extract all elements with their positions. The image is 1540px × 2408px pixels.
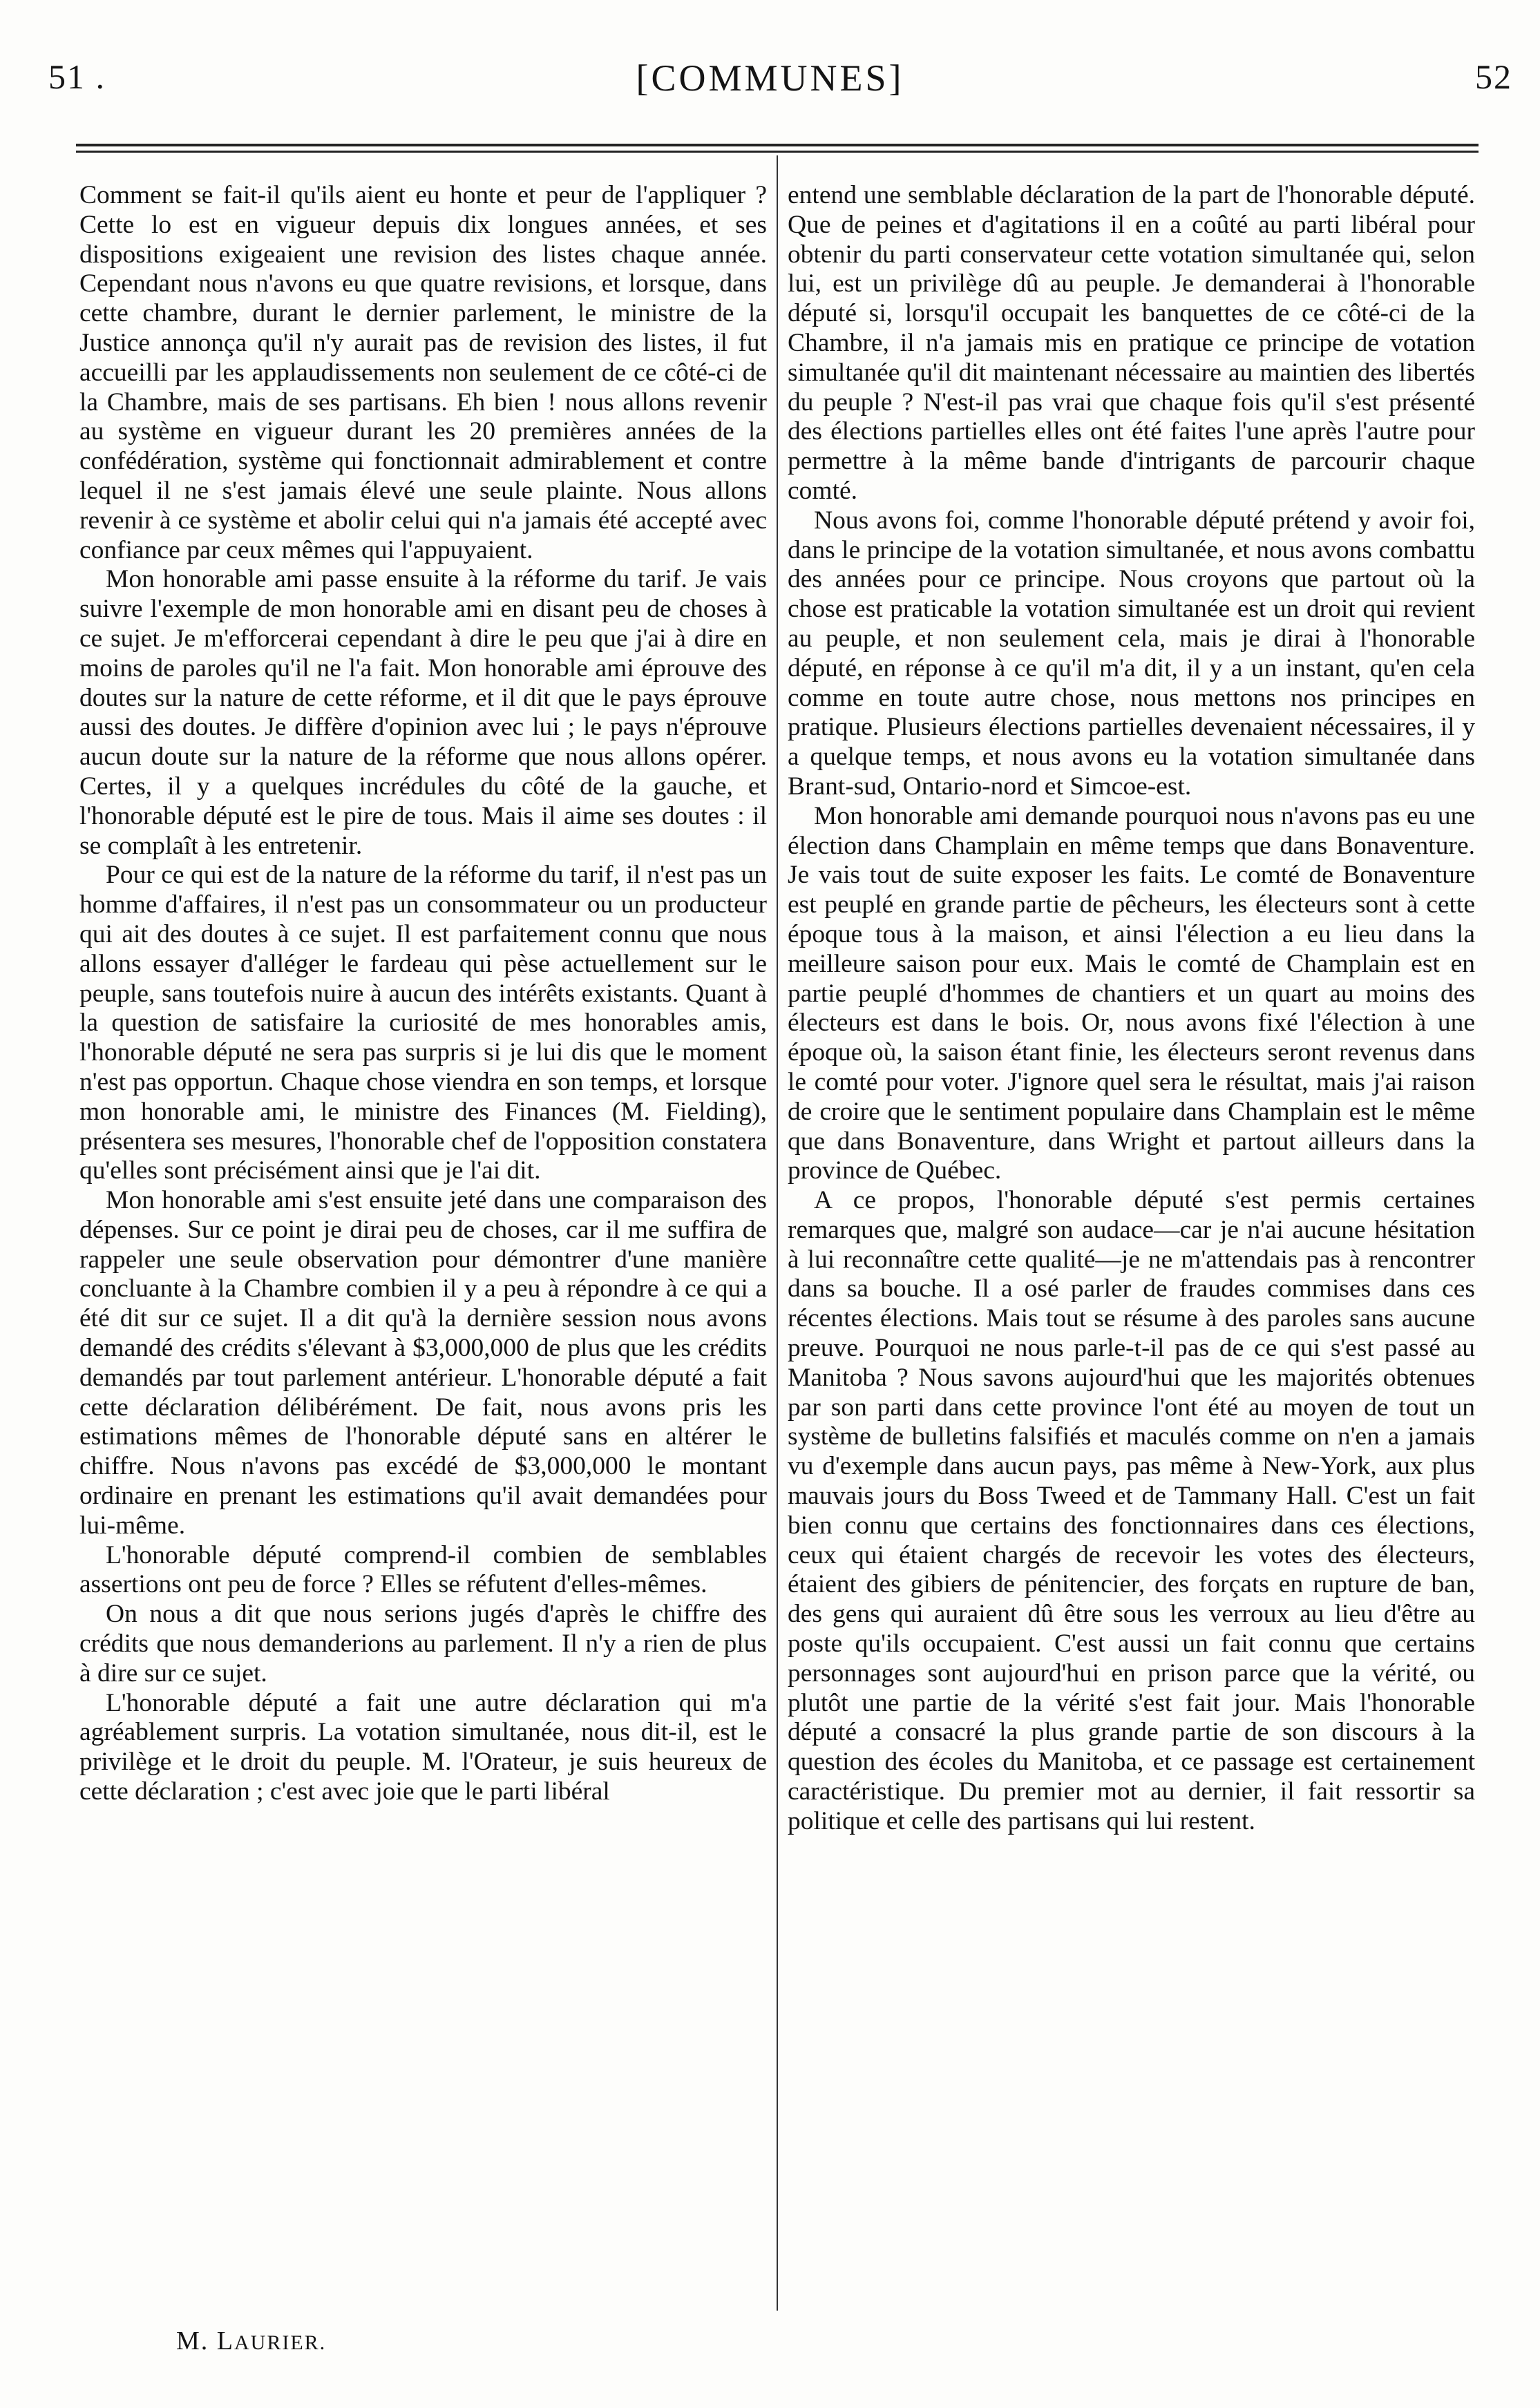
left-column: [79, 181, 767, 1807]
running-title: [COMMUNES]: [636, 57, 904, 99]
paragraph: A ce propos, l'honorable député s'est permis certaines remarques que, malgré son audace—car je n'ai aucune hésitation à lui reconnaître cette qualité—je ne m'attendais pas à rencontrer dans sa bouche. Il a osé parler de fraudes commises dans ces récentes élections. Mais tout se résume à des paroles sans aucune preuve. Pourquoi ne nous parle-t-il pas de ce qui s'est passé au Manitoba ? Nous savons aujourd'hui que les majorités obtenues par son parti dans cette province l'ont été au moyen de tout un système de bulletins falsifiés et maculés comme on n'en a jamais vu d'exemple dans aucun pays, pas même à New-York, aux plus mauvais jours du Boss Tweed et de Tammany Hall. C'est un fait bien connu que certains des fonctionnaires dans ces élections, ceux qui étaient chargés de recevoir les votes des électeurs, étaient des gibiers de pénitencier, des forçats en rupture de ban, des gens qui auraient dû être sous les verroux au lieu d'être au poste qu'ils occupaient. C'est aussi un fait connu que certains personnages sont aujourd'hui en prison parce que la vérité, ou plutôt une partie de la vérité s'est fait jour. Mais l'honorable député a consacré la plus grande partie de son discours à la question des écoles du Manitoba, et ce passage est certainement caractéristique. Du premier mot au dernier, il fait ressortir sa politique et celle des partisans qui lui restent.: [788, 1186, 1475, 1835]
right-column: [788, 181, 1475, 1837]
paragraph: Mon honorable ami demande pourquoi nous n'avons pas eu une élection dans Champlain en même temps que dans Bonaventure. Je vais tout de suite exposer les faits. Le comté de Bonaventure est peuplé en grande partie de pêcheurs, les électeurs sont à cette époque tous à la maison, et ainsi l'élection a eu lieu dans la meilleure saison pour eux. Mais le comté de Champlain est en partie peuplé d'hommes de chantiers et un quart au moins des électeurs est dans le bois. Or, nous avons fixé l'élection à une époque où, la saison étant finie, les électeurs seront revenus dans le comté pour voter. J'ignore quel sera le résultat, mais j'ai raison de croire que le sentiment populaire dans Champlain est le même que dans Bonaventure, dans Wright et partout ailleurs dans la province de Québec.: [788, 801, 1475, 1185]
page-header: [0, 57, 1540, 119]
paragraph: On nous a dit que nous serions jugés d'après le chiffre des crédits que nous demanderions au parlement. Il n'y a rien de plus à dire sur ce sujet.: [79, 1600, 767, 1688]
paragraph: L'honorable député comprend-il combien de semblables assertions ont peu de force ? Elles se réfutent d'elles-mêmes.: [79, 1540, 767, 1599]
paragraph: Mon honorable ami passe ensuite à la réforme du tarif. Je vais suivre l'exemple de mon honorable ami en disant peu de choses à ce sujet. Je m'efforcerai cependant à dire le peu que j'ai à dire en moins de paroles qu'il ne l'a fait. Mon honorable ami éprouve des doutes sur la nature de cette réforme, et il dit que le pays éprouve aussi des doutes. Je diffère d'opinion avec lui ; le pays n'éprouve aucun doute sur la nature de la réforme que nous allons opérer. Certes, il y a quelques incrédules du côté de la gauche, et l'honorable député est le pire de tous. Mais il aime ses doutes : il se complaît à les entretenir.: [79, 565, 767, 860]
paragraph: Mon honorable ami s'est ensuite jeté dans une comparaison des dépenses. Sur ce point je dirai peu de choses, car il me suffira de rappeler une seule observation pour démontrer d'une manière concluante à la Chambre combien il y a peu à répondre à ce qui a été dit sur ce sujet. Il a dit qu'à la dernière session nous avons demandé des crédits s'élevant à $3,000,000 de plus que les crédits demandés par tout parlement antérieur. L'honorable député a fait cette déclaration délibérément. De fait, nous avons pris les estimations mêmes de l'honorable député sans en altérer le chiffre. Nous n'avons pas excédé de $3,000,000 le montant ordinaire en prenant les estimations qu'il avait demandées pour lui-même.: [79, 1186, 767, 1540]
header-rule-top: [76, 144, 1479, 146]
paragraph: L'honorable député a fait une autre déclaration qui m'a agréablement surpris. La votation simultanée, nous dit-il, est le privilège et le droit du peuple. M. l'Orateur, je suis heureux de cette déclaration ; c'est avec joie que le parti libéral: [79, 1688, 767, 1806]
page-number-right: 52: [1475, 57, 1512, 96]
paragraph: Comment se fait-il qu'ils aient eu honte et peur de l'appliquer ? Cette lo est en vigueur depuis dix longues années, et ses dispositions exigeaient une revision des listes chaque année. Cependant nous n'avons eu que quatre revisions, et lorsque, dans cette chambre, durant le dernier parlement, le ministre de la Justice annonça qu'il n'y aurait pas de revision des listes, il fut accueilli par les applaudissements non seulement de ce côté-ci de la Chambre, mais de ses partisans. Eh bien ! nous allons revenir au système en vigueur durant les 20 premières années de la confédération, système qui fonctionnait admirablement et contre lequel il ne s'est jamais élevé une seule plainte. Nous allons revenir à ce système et abolir celui qui n'a jamais été accepté avec confiance par ceux mêmes qui l'appuyaient.: [79, 181, 767, 564]
header-rule-bottom: [76, 151, 1479, 153]
speaker-prefix: M. L: [176, 2326, 234, 2356]
paragraph: entend une semblable déclaration de la part de l'honorable député. Que de peines et d'agitations il en a coûté au parti libéral pour obtenir du parti conservateur cette votation simultanée qui, selon lui, est un privilège dû au peuple. Je demanderai à l'honorable député si, lorsqu'il occupait les banquettes de ce côté-ci de la Chambre, il n'a jamais mis en pratique ce principe de votation simultanée qu'il dit maintenant nécessaire au maintien des libertés du peuple ? N'est-il pas vrai que chaque fois qu'il s'est présenté des élections partielles elles ont été faites l'une après l'autre pour permettre à la même bande d'intrigants de parcourir chaque comté.: [788, 181, 1475, 505]
page-number-left: 51 .: [48, 57, 106, 96]
paragraph: Pour ce qui est de la nature de la réforme du tarif, il n'est pas un homme d'affaires, il n'est pas un consommateur ou un producteur qui ait des doutes à ce sujet. Il est parfaitement connu que nous allons essayer d'alléger le fardeau qui pèse actuellement sur le peuple, sans toutefois nuire à aucun des intérêts existants. Quant à la question de satisfaire la curiosité de mes honorables amis, l'honorable député ne sera pas surpris si je lui dis que le moment n'est pas opportun. Chaque chose viendra en son temps, et lorsque mon honorable ami, le ministre des Finances (M. Fielding), présentera ses mesures, l'honorable chef de l'opposition constatera qu'elles sont précisément ainsi que je l'ai dit.: [79, 861, 767, 1185]
speaker-name: [176, 2326, 326, 2356]
speaker-small-caps: AURIER.: [234, 2331, 327, 2354]
paragraph: Nous avons foi, comme l'honorable député prétend y avoir foi, dans le principe de la votation simultanée, et nous avons combattu des années pour ce principe. Nous croyons que partout où la chose est praticable la votation simultanée est un droit qui revient au peuple, et non seulement cela, mais je dirai à l'honorable député, en réponse à ce qu'il m'a dit, il y a un instant, qu'en cela comme en toute autre chose, nous mettons nos principes en pratique. Plusieurs élections partielles devenaient nécessaires, il y a quelque temps, et nous avons eu la votation simultanée dans Brant-sud, Ontario-nord et Simcoe-est.: [788, 506, 1475, 801]
column-divider: [777, 155, 778, 2311]
